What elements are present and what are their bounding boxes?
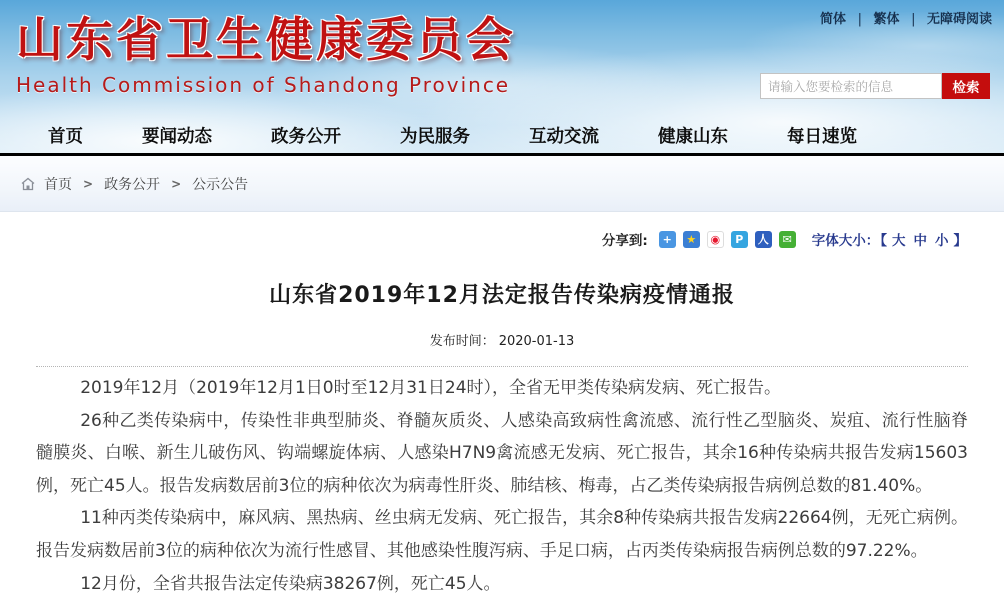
- site-header: [0, 0, 1004, 156]
- article-title: 山东省2019年12月法定报告传染病疫情通报: [269, 283, 735, 308]
- accessibility-reading-link[interactable]: 无障碍阅读: [926, 12, 992, 27]
- publish-date: 2020-01-13: [498, 334, 575, 349]
- font-size-large-button[interactable]: 大: [892, 233, 906, 249]
- breadcrumb-public-notices[interactable]: 公示公告: [192, 176, 249, 193]
- nav-item-interaction[interactable]: 互动交流: [529, 126, 599, 147]
- font-size-label: 字体大小：: [811, 233, 880, 249]
- font-size-small-button[interactable]: 小: [935, 233, 949, 249]
- share-toolbar: [36, 229, 968, 249]
- wechat-icon[interactable]: ✉: [779, 231, 796, 248]
- lang-traditional-link[interactable]: 繁体: [873, 12, 900, 27]
- font-size-widget: [812, 229, 968, 249]
- sina-weibo-icon[interactable]: ◉: [707, 231, 724, 248]
- nav-item-home[interactable]: 首页: [48, 126, 83, 147]
- search-input[interactable]: [760, 73, 942, 99]
- font-size-medium-button[interactable]: 中: [913, 233, 927, 249]
- publish-date-label: 发布时间：: [429, 334, 495, 349]
- publish-info: [36, 330, 968, 349]
- search-box: [760, 73, 990, 99]
- nav-item-daily-overview[interactable]: 每日速览: [787, 126, 857, 147]
- home-icon[interactable]: [20, 176, 36, 192]
- site-logo: [16, 14, 516, 97]
- font-size-bracket-close: 】: [953, 233, 967, 249]
- lang-separator: |: [857, 12, 862, 27]
- lang-separator: |: [911, 12, 916, 27]
- share-more-icon[interactable]: +: [659, 231, 676, 248]
- search-button[interactable]: 检索: [942, 73, 990, 99]
- site-title-english: Health Commission of Shandong Province: [16, 73, 511, 98]
- qzone-icon[interactable]: ★: [683, 231, 700, 248]
- font-size-bracket-open: 【: [880, 233, 887, 249]
- breadcrumb: [0, 156, 1004, 212]
- article-paragraph: 12月份，全省共报告法定传染病38267例，死亡45人。: [80, 573, 501, 594]
- renren-icon[interactable]: 人: [755, 231, 772, 248]
- lang-simplified-link[interactable]: 简体: [820, 12, 847, 27]
- language-bar: [820, 8, 992, 27]
- breadcrumb-separator: >: [171, 176, 182, 191]
- breadcrumb-gov-affairs[interactable]: 政务公开: [104, 176, 161, 193]
- nav-item-public-services[interactable]: 为民服务: [400, 126, 470, 147]
- article-container: [0, 229, 1004, 600]
- article-body: [36, 372, 968, 600]
- tencent-weibo-icon[interactable]: P: [731, 231, 748, 248]
- article-paragraph: 2019年12月（2019年12月1日0时至12月31日24时），全省无甲类传染病发病、死亡报告。: [80, 378, 782, 398]
- title-divider: [36, 366, 968, 367]
- share-label: 分享到:: [601, 233, 648, 249]
- nav-item-healthy-shandong[interactable]: 健康山东: [658, 126, 728, 147]
- breadcrumb-separator: >: [83, 176, 94, 191]
- main-nav: [0, 117, 1004, 153]
- nav-item-gov-affairs[interactable]: 政务公开: [271, 126, 341, 147]
- nav-item-news[interactable]: 要闻动态: [142, 126, 212, 147]
- article-paragraph: 26种乙类传染病中，传染性非典型肺炎、脊髓灰质炎、人感染高致病性禽流感、流行性乙型脑炎、炭疽、流行性脑脊髓膜炎、白喉、新生儿破伤风、钩端螺旋体病、人感染H7N9禽流感无发病、死亡报告，其余16种传染病共报告发病15603例，死亡45人。报告发病数居前3位的病种依次为病毒性肝炎、肺结核、梅毒，占乙类传染病报告病例总数的81.40%。: [36, 410, 968, 496]
- site-title-chinese: 山东省卫生健康委员会: [16, 13, 516, 68]
- article-paragraph: 11种丙类传染病中，麻风病、黑热病、丝虫病无发病、死亡报告，其余8种传染病共报告发病22664例，无死亡病例。报告发病数居前3位的病种依次为流行性感冒、其他感染性腹泻病、手足口病，占丙类传染病报告病例总数的97.22%。: [36, 508, 968, 561]
- breadcrumb-home[interactable]: 首页: [44, 176, 72, 193]
